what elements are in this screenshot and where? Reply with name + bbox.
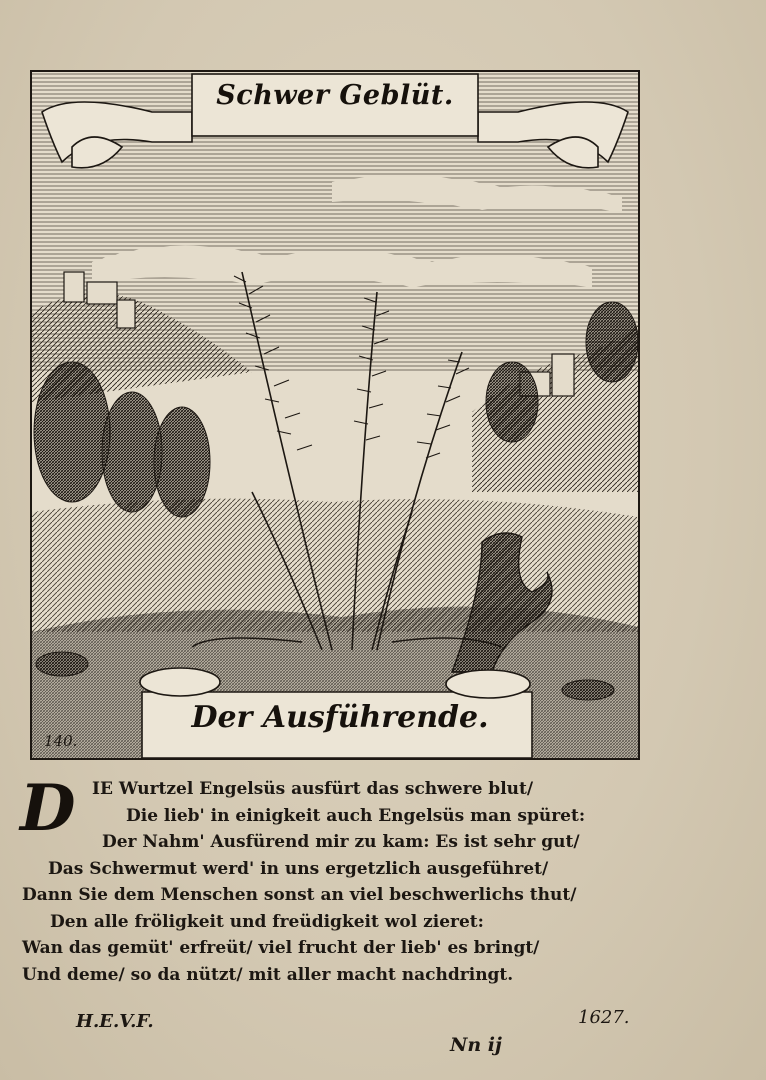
poem-line: Dann Sie dem Menschen sonst an viel beschwerlichs thut/ xyxy=(22,885,577,905)
poem-line: Der Nahm' Ausfürend mir zu kam: Es ist sehr gut/ xyxy=(102,832,580,852)
bottom-banner: Der Ausführende. xyxy=(191,700,489,735)
rock xyxy=(36,652,88,676)
poem-line: Und deme/ so da nützt/ mit aller macht nachdringt. xyxy=(22,964,514,985)
title-banner: Schwer Geblüt. xyxy=(216,80,454,111)
signature-mark: Nn ij xyxy=(450,1034,502,1056)
rock xyxy=(562,680,614,700)
poem xyxy=(22,776,722,988)
year: 1627. xyxy=(578,1007,630,1028)
author-initials: H.E.V.F. xyxy=(76,1011,154,1032)
poem-line: IE Wurtzel Engelsüs ausfürt das schwere blut/ xyxy=(92,779,534,799)
poem-line: Die lieb' in einigkeit auch Engelsüs man spüret: xyxy=(126,805,586,826)
engraving-plate xyxy=(30,70,640,760)
poem-line: Wan das gemüt' erfreüt/ viel frucht der lieb' es bringt/ xyxy=(22,938,540,958)
drop-cap: D xyxy=(20,771,76,846)
poem-line: Das Schwermut werd' in uns ergetzlich ausgeführet/ xyxy=(48,858,549,879)
poem-line: Den alle fröligkeit und freüdigkeit wol zieret: xyxy=(50,911,484,932)
plate-number: 140. xyxy=(44,732,78,750)
engraving-illustration xyxy=(32,72,638,758)
